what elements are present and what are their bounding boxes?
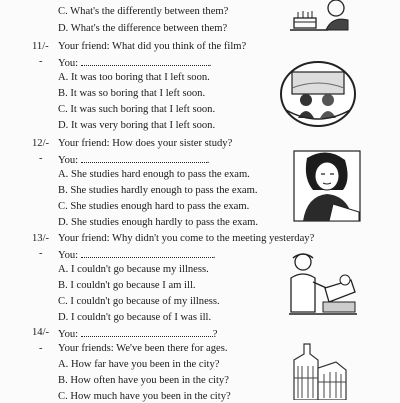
blank-end: ?: [212, 329, 218, 340]
option-d: D. It was very boring that I left soon.: [58, 120, 216, 131]
answer-blank[interactable]: [81, 56, 209, 66]
you-label: You:: [58, 250, 79, 261]
option-b: B. How often have you been in the city?: [58, 375, 229, 386]
question-prompt: Your friend: What did you think of the film?: [58, 41, 247, 52]
option-a: A. I couldn't go because my illness.: [58, 264, 209, 275]
question-number: 11/-: [32, 41, 49, 52]
answer-blank[interactable]: [81, 248, 213, 258]
answer-blank[interactable]: [81, 327, 213, 337]
question-number: 13/-: [32, 233, 50, 244]
option-b: B. I couldn't go because I am ill.: [58, 280, 196, 291]
student-picture: [293, 150, 361, 222]
dash: -: [39, 343, 43, 354]
option-a: A. She studies hard enough to pass the exam.: [58, 169, 250, 180]
option-d: D. I couldn't go because of I was ill.: [58, 312, 212, 323]
option-c: C. It was such boring that I left soon.: [58, 104, 216, 115]
dash: -: [39, 248, 43, 259]
answer-line: [58, 248, 215, 262]
question-prompt: Your friend: How does your sister study?: [58, 138, 233, 149]
you-label: You:: [58, 58, 79, 69]
option-b: B. She studies hardly enough to pass the exam.: [58, 185, 258, 196]
blank-end: .: [208, 58, 212, 69]
city-picture: [288, 340, 350, 400]
cinema-picture: [278, 58, 358, 130]
question-number: 12/-: [32, 138, 50, 149]
blank-end: .: [206, 155, 210, 166]
dash: -: [39, 56, 43, 67]
option-c: C. She studies enough hard to pass the exam.: [58, 201, 250, 212]
birthday-picture: [288, 0, 350, 32]
dash: -: [39, 153, 43, 164]
answer-line: [58, 327, 218, 341]
question-number: 14/-: [32, 327, 50, 338]
blank-end: .: [212, 250, 216, 261]
option-c: C. I couldn't go because of my illness.: [58, 296, 220, 307]
option-d: D. What's the difference between them?: [58, 23, 228, 34]
you-label: You:: [58, 155, 79, 166]
question-prompt: Your friends: We've been there for ages.: [58, 343, 228, 354]
option-a: A. It was too boring that I left soon.: [58, 72, 210, 83]
option-d: D. She studies enough hardly to pass the exam.: [58, 217, 259, 228]
answer-blank[interactable]: [81, 153, 207, 163]
option-c: C. How much have you been in the city?: [58, 391, 231, 402]
question-prompt: Your friend: Why didn't you come to the meeting yesterday?: [58, 233, 315, 244]
option-a: A. How far have you been in the city?: [58, 359, 220, 370]
doctor-picture: [285, 250, 357, 320]
option-c: C. What's the differently between them?: [58, 6, 229, 17]
answer-line: [58, 56, 211, 70]
you-label: You:: [58, 329, 79, 340]
answer-line: [58, 153, 209, 167]
option-b: B. It was so boring that I left soon.: [58, 88, 206, 99]
